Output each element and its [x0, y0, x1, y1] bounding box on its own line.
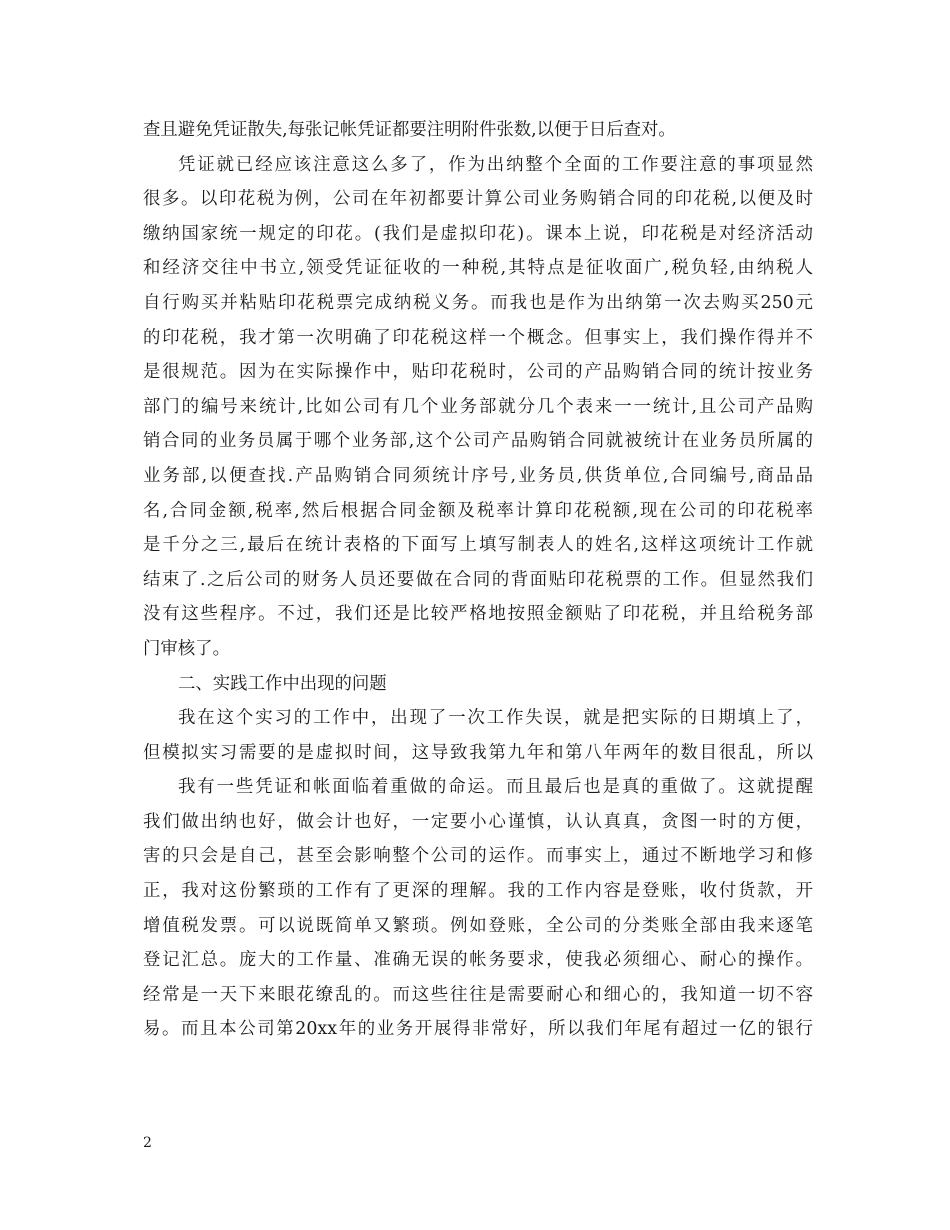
- text-line: 业务部,以便查找.产品购销合同须统计序号,业务员,供货单位,合同编号,商品品: [143, 465, 813, 486]
- text-line: 没有这些程序。不过，我们还是比较严格地按照金额贴了印花税，并且给税务部: [143, 604, 813, 625]
- text-line: 很多。以印花税为例，公司在年初都要计算公司业务购销合同的印花税,以便及时: [143, 189, 813, 210]
- text-line: 自行购买并粘贴印花税票完成纳税义务。而我也是作为出纳第一次去购买250元: [143, 292, 813, 313]
- text-line: 是很规范。因为在实际操作中，贴印花税时，公司的产品购销合同的统计按业务: [143, 362, 813, 383]
- text-line: 结束了.之后公司的财务人员还要做在合同的背面贴印花税票的工作。但显然我们: [143, 569, 813, 590]
- text-line: 我们做出纳也好，做会计也好，一定要小心谨慎，认认真真，贪图一时的方便，: [143, 811, 813, 832]
- text-line: 我在这个实习的工作中，出现了一次工作失误，就是把实际的日期填上了，: [178, 708, 813, 729]
- page-number: 2: [143, 1135, 152, 1151]
- text-line: 害的只会是自己，甚至会影响整个公司的运作。而事实上，通过不断地学习和修: [143, 846, 813, 867]
- section-heading: 二、实践工作中出现的问题: [178, 673, 387, 694]
- text-line: 销合同的业务员属于哪个业务部,这个公司产品购销合同就被统计在业务员所属的: [143, 431, 813, 452]
- text-line: 查且避免凭证散失,每张记帐凭证都要注明附件张数,以便于日后查对。: [143, 120, 676, 140]
- text-line: 部门的编号来统计,比如公司有几个业务部就分几个表来一一统计,且公司产品购: [143, 396, 813, 417]
- text-line: 易。而且本公司第20xx年的业务开展得非常好，所以我们年尾有超过一亿的银行: [143, 1019, 813, 1040]
- text-line: 我有一些凭证和帐面临着重做的命运。而且最后也是真的重做了。这就提醒: [178, 777, 813, 798]
- text-line: 增值税发票。可以说既简单又繁琐。例如登账，全公司的分类账全部由我来逐笔: [143, 915, 813, 936]
- text-line: 正，我对这份繁琐的工作有了更深的理解。我的工作内容是登账，收付货款，开: [143, 881, 813, 902]
- text-line: 凭证就已经应该注意这么多了，作为出纳整个全面的工作要注意的事项显然: [178, 154, 813, 175]
- text-line: 但模拟实习需要的是虚拟时间，这导致我第九年和第八年两年的数目很乱，所以: [143, 742, 813, 763]
- text-line: 缴纳国家统一规定的印花。(我们是虚拟印花)。课本上说，印花税是对经济活动: [143, 223, 813, 244]
- text-line: 和经济交往中书立,领受凭证征收的一种税,其特点是征收面广,税负轻,由纳税人: [143, 258, 813, 279]
- text-line: 门审核了。: [143, 638, 230, 659]
- text-line: 登记汇总。庞大的工作量、准确无误的帐务要求，使我必须细心、耐心的操作。: [143, 950, 813, 971]
- text-line: 名,合同金额,税率,然后根据合同金额及税率计算印花税额,现在公司的印花税率: [143, 500, 813, 521]
- text-line: 的印花税，我才第一次明确了印花税这样一个概念。但事实上，我们操作得并不: [143, 327, 813, 348]
- text-line: 是千分之三,最后在统计表格的下面写上填写制表人的姓名,这样这项统计工作就: [143, 535, 813, 556]
- text-line: 经常是一天下来眼花缭乱的。而这些往往是需要耐心和细心的，我知道一切不容: [143, 984, 813, 1005]
- document-body: [143, 113, 813, 1047]
